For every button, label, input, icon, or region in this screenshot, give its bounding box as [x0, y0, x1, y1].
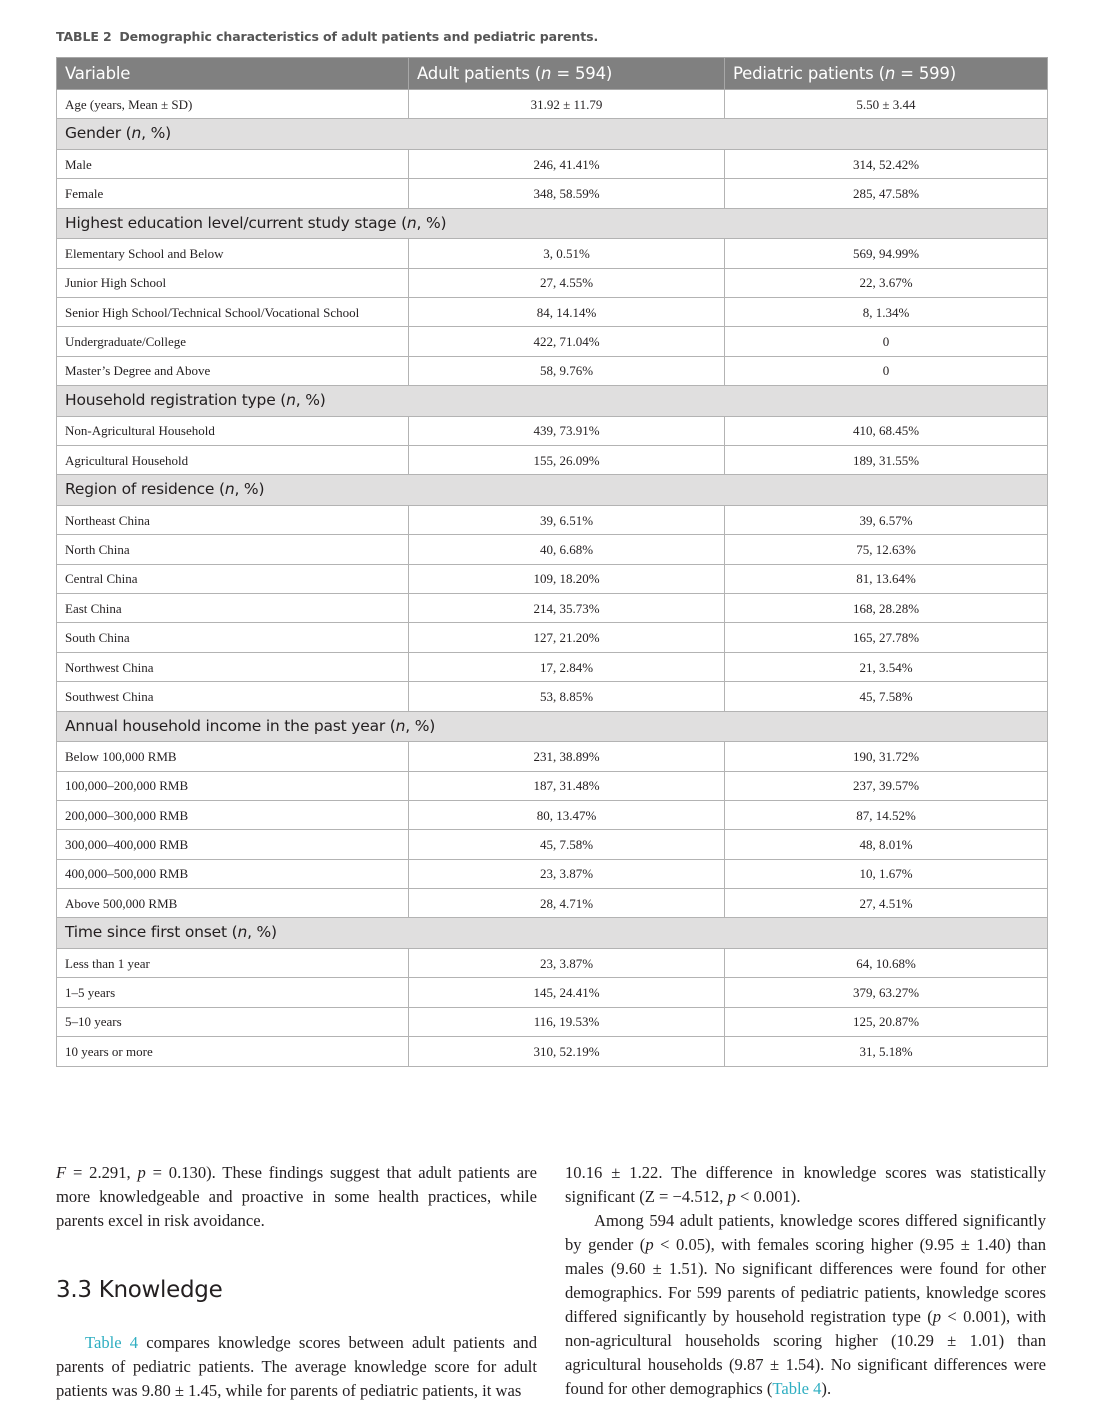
- section-header-row: [57, 119, 1048, 150]
- section-title: [57, 119, 1048, 150]
- header-pediatric-prefix: Pediatric patients (: [733, 64, 885, 83]
- section-title-suffix: , %): [234, 480, 265, 499]
- pediatric-value: 5.50 ± 3.44: [725, 90, 1048, 119]
- table-row: [57, 416, 1048, 445]
- header-variable: [57, 58, 409, 90]
- adult-value: 214, 35.73%: [409, 594, 725, 623]
- adult-value: 31.92 ± 11.79: [409, 90, 725, 119]
- adult-value: 439, 73.91%: [409, 416, 725, 445]
- adult-value: 116, 19.53%: [409, 1007, 725, 1036]
- pediatric-value: 0: [725, 327, 1048, 356]
- table-row: [57, 149, 1048, 178]
- table-row: [57, 327, 1048, 356]
- text: < 0.001), with non-agricultural households scoring higher (10.29 ± 1.01) than agricultural households (9.87 ± 1.54). No significant differences were found for other demographics (: [565, 1307, 1046, 1398]
- pediatric-value: 125, 20.87%: [725, 1007, 1048, 1036]
- table-label: TABLE 2: [56, 29, 112, 44]
- adult-value: 28, 4.71%: [409, 889, 725, 918]
- pediatric-value: 314, 52.42%: [725, 149, 1048, 178]
- adult-value: 127, 21.20%: [409, 623, 725, 652]
- row-label: Male: [57, 149, 409, 178]
- row-label: Age (years, Mean ± SD): [57, 90, 409, 119]
- pediatric-value: 569, 94.99%: [725, 239, 1048, 268]
- text: < 0.001).: [735, 1187, 801, 1206]
- section-title-suffix: , %): [247, 923, 277, 942]
- adult-value: 84, 14.14%: [409, 297, 725, 326]
- table-row: [57, 978, 1048, 1007]
- section-title-text: Region of residence (: [65, 480, 225, 499]
- adult-value: 155, 26.09%: [409, 446, 725, 475]
- row-label: 100,000–200,000 RMB: [57, 771, 409, 800]
- row-label: Less than 1 year: [57, 948, 409, 977]
- pediatric-value: 75, 12.63%: [725, 535, 1048, 564]
- section-header-row: [57, 208, 1048, 239]
- row-label: Elementary School and Below: [57, 239, 409, 268]
- adult-value: 23, 3.87%: [409, 948, 725, 977]
- table-row: [57, 1037, 1048, 1066]
- table-title: Demographic characteristics of adult patients and pediatric parents.: [119, 29, 599, 44]
- pediatric-value: 45, 7.58%: [725, 682, 1048, 711]
- adult-value: 348, 58.59%: [409, 179, 725, 208]
- table-row: [57, 179, 1048, 208]
- row-label: East China: [57, 594, 409, 623]
- row-label: Master’s Degree and Above: [57, 356, 409, 385]
- section-title-n: n: [286, 391, 296, 410]
- section-header-row: [57, 711, 1048, 742]
- table-row: [57, 239, 1048, 268]
- text: Among 594 adult patients, knowledge scores differed significantly by gender (: [565, 1211, 1046, 1254]
- header-pediatric-n: n: [884, 64, 896, 83]
- header-adult-suffix: = 594): [551, 64, 613, 83]
- pediatric-value: 31, 5.18%: [725, 1037, 1048, 1066]
- adult-value: 23, 3.87%: [409, 859, 725, 888]
- adult-value: 17, 2.84%: [409, 652, 725, 681]
- row-label: Below 100,000 RMB: [57, 742, 409, 771]
- row-label: Central China: [57, 564, 409, 593]
- pediatric-value: 168, 28.28%: [725, 594, 1048, 623]
- section-title-suffix: , %): [141, 124, 171, 143]
- text: = 2.291,: [66, 1163, 138, 1182]
- adult-value: 45, 7.58%: [409, 830, 725, 859]
- demographics-table: [56, 57, 1048, 1067]
- row-label: Northeast China: [57, 505, 409, 534]
- row-label: 400,000–500,000 RMB: [57, 859, 409, 888]
- paragraph-knowledge-intro: [56, 1331, 537, 1403]
- table-body: [57, 90, 1048, 1067]
- table-caption: [56, 29, 598, 44]
- section-title-text: Annual household income in the past year (: [65, 716, 396, 735]
- section-title: [57, 386, 1048, 417]
- adult-value: 58, 9.76%: [409, 356, 725, 385]
- section-title-n: n: [131, 124, 142, 143]
- section-header-row: [57, 475, 1048, 506]
- pediatric-value: 10, 1.67%: [725, 859, 1048, 888]
- table-4-link[interactable]: Table 4: [772, 1379, 822, 1398]
- section-title-text: Highest education level/current study stage (: [65, 213, 407, 232]
- pediatric-value: 64, 10.68%: [725, 948, 1048, 977]
- row-label: 300,000–400,000 RMB: [57, 830, 409, 859]
- p-symbol: p: [137, 1163, 146, 1182]
- table-row: [57, 564, 1048, 593]
- row-label: Southwest China: [57, 682, 409, 711]
- text: < 0.05), with females scoring higher (9.95 ± 1.40) than males (9.60 ± 1.51). No significant differences were found for other demographics. For 599 parents of pediatric patients, knowledge scores differed significantly by household registration type (: [565, 1235, 1046, 1326]
- adult-value: 53, 8.85%: [409, 682, 725, 711]
- table-row: [57, 742, 1048, 771]
- section-title-n: n: [224, 480, 235, 499]
- row-label: North China: [57, 535, 409, 564]
- section-title: [57, 208, 1048, 239]
- row-label: Above 500,000 RMB: [57, 889, 409, 918]
- row-label: 5–10 years: [57, 1007, 409, 1036]
- section-title-suffix: , %): [405, 716, 436, 735]
- p-symbol: p: [645, 1235, 654, 1254]
- section-title-suffix: , %): [416, 213, 447, 232]
- section-title-n: n: [406, 213, 417, 232]
- table-row: [57, 297, 1048, 326]
- section-title-text: Gender (: [65, 124, 132, 143]
- section-title: [57, 475, 1048, 506]
- adult-value: 145, 24.41%: [409, 978, 725, 1007]
- pediatric-value: 237, 39.57%: [725, 771, 1048, 800]
- row-label: Senior High School/Technical School/Vocational School: [57, 297, 409, 326]
- row-label: Agricultural Household: [57, 446, 409, 475]
- section-title: [57, 711, 1048, 742]
- text: compares knowledge scores between adult patients and parents of pediatric patients. The average knowledge score for adult patients was 9.80 ± 1.45, while for parents of pediatric patients, it was: [56, 1333, 537, 1400]
- section-title-text: Time since first onset (: [65, 923, 238, 942]
- header-adult-prefix: Adult patients (: [417, 64, 542, 83]
- header-variable-text: Variable: [65, 64, 131, 83]
- table-row: [57, 652, 1048, 681]
- p-symbol: p: [932, 1307, 942, 1326]
- table-row: [57, 356, 1048, 385]
- section-title-n: n: [237, 923, 248, 942]
- header-pediatric-suffix: = 599): [895, 64, 956, 83]
- pediatric-value: 285, 47.58%: [725, 179, 1048, 208]
- table-row-age: [57, 90, 1048, 119]
- row-label: South China: [57, 623, 409, 652]
- section-header-row: [57, 918, 1048, 949]
- adult-value: 80, 13.47%: [409, 800, 725, 829]
- f-symbol: F: [56, 1163, 67, 1182]
- left-column: [56, 1161, 537, 1403]
- section-title-suffix: , %): [295, 391, 326, 410]
- table-row: [57, 1007, 1048, 1036]
- row-label: Northwest China: [57, 652, 409, 681]
- right-column: [565, 1161, 1046, 1401]
- row-label: 10 years or more: [57, 1037, 409, 1066]
- pediatric-value: 87, 14.52%: [725, 800, 1048, 829]
- text: = 0.130). These findings suggest that adult patients are more knowledgeable and proactive in some health practices, while parents excel in risk avoidance.: [56, 1163, 537, 1230]
- text: 10.16 ± 1.22. The difference in knowledge scores was statistically significant (Z = −4.512,: [565, 1163, 1046, 1206]
- pediatric-value: 22, 3.67%: [725, 268, 1048, 297]
- paragraph-findings: [56, 1161, 537, 1233]
- adult-value: 246, 41.41%: [409, 149, 725, 178]
- table-row: [57, 859, 1048, 888]
- paragraph-subgroup-results: [565, 1209, 1046, 1401]
- table-row: [57, 682, 1048, 711]
- table-row: [57, 800, 1048, 829]
- row-label: Junior High School: [57, 268, 409, 297]
- table-row: [57, 594, 1048, 623]
- table-row: [57, 535, 1048, 564]
- p-symbol: p: [727, 1187, 736, 1206]
- table-4-link[interactable]: Table 4: [85, 1333, 139, 1352]
- header-adult-n: n: [541, 64, 552, 83]
- header-adult: [409, 58, 725, 90]
- table-row: [57, 505, 1048, 534]
- row-label: 1–5 years: [57, 978, 409, 1007]
- table-row: [57, 830, 1048, 859]
- table-row: [57, 889, 1048, 918]
- adult-value: 310, 52.19%: [409, 1037, 725, 1066]
- section-title-n: n: [395, 716, 406, 735]
- adult-value: 422, 71.04%: [409, 327, 725, 356]
- section-header-row: [57, 386, 1048, 417]
- row-label: 200,000–300,000 RMB: [57, 800, 409, 829]
- adult-value: 27, 4.55%: [409, 268, 725, 297]
- table-row: [57, 623, 1048, 652]
- pediatric-value: 189, 31.55%: [725, 446, 1048, 475]
- text: ).: [821, 1379, 832, 1398]
- adult-value: 39, 6.51%: [409, 505, 725, 534]
- table-row: [57, 948, 1048, 977]
- pediatric-value: 39, 6.57%: [725, 505, 1048, 534]
- table-row: [57, 446, 1048, 475]
- adult-value: 3, 0.51%: [409, 239, 725, 268]
- pediatric-value: 8, 1.34%: [725, 297, 1048, 326]
- pediatric-value: 410, 68.45%: [725, 416, 1048, 445]
- section-title: [57, 918, 1048, 949]
- header-pediatric: [725, 58, 1048, 90]
- pediatric-value: 0: [725, 356, 1048, 385]
- adult-value: 231, 38.89%: [409, 742, 725, 771]
- section-title-text: Household registration type (: [65, 391, 287, 410]
- table-header-row: [57, 58, 1048, 90]
- adult-value: 40, 6.68%: [409, 535, 725, 564]
- pediatric-value: 165, 27.78%: [725, 623, 1048, 652]
- pediatric-value: 21, 3.54%: [725, 652, 1048, 681]
- pediatric-value: 379, 63.27%: [725, 978, 1048, 1007]
- table-row: [57, 771, 1048, 800]
- section-heading-knowledge: 3.3 Knowledge: [56, 1277, 223, 1303]
- pediatric-value: 27, 4.51%: [725, 889, 1048, 918]
- pediatric-value: 81, 13.64%: [725, 564, 1048, 593]
- table-row: [57, 268, 1048, 297]
- row-label: Undergraduate/College: [57, 327, 409, 356]
- row-label: Female: [57, 179, 409, 208]
- adult-value: 187, 31.48%: [409, 771, 725, 800]
- adult-value: 109, 18.20%: [409, 564, 725, 593]
- paragraph-knowledge-difference: [565, 1161, 1046, 1209]
- pediatric-value: 190, 31.72%: [725, 742, 1048, 771]
- pediatric-value: 48, 8.01%: [725, 830, 1048, 859]
- row-label: Non-Agricultural Household: [57, 416, 409, 445]
